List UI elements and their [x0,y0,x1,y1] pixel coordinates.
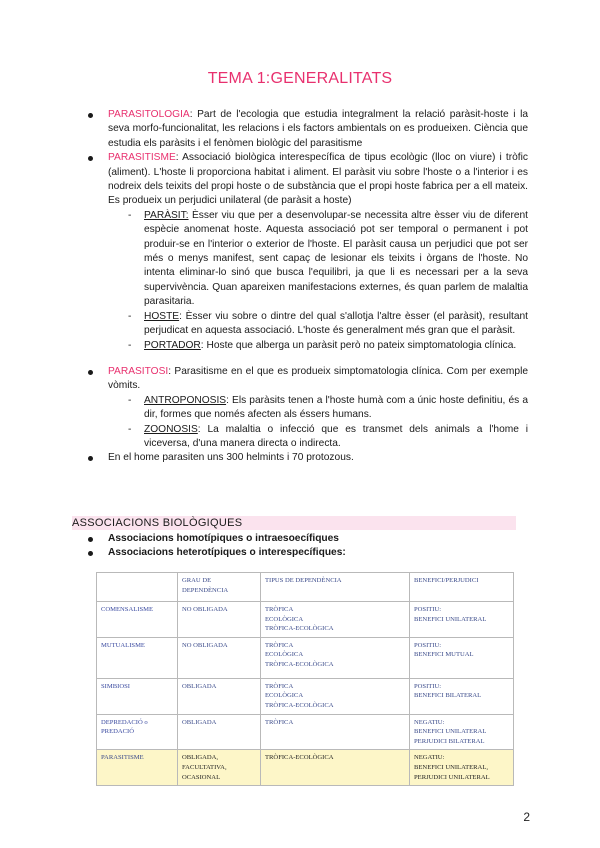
definition-antroponosis: : Els paràsits tenen a l'hoste humà com a únic hoste definitiu, és a dir, formes que només afecten als éssers humans. [144,394,528,421]
bullet-icon [88,113,93,118]
table-cell: NO OBLIGADA [178,637,261,678]
bullet-icon [88,551,93,556]
term-parasitisme: PARASITISME [108,152,176,164]
definition-hoste: : Èsser viu sobre o dintre del qual s'allotja l'altre èsser (el paràsit), resultant perjudicat en aquesta associació. L'hoste és generalment més gran que el paràsit. [144,310,528,337]
term-parasit: PARÀSIT: [144,209,189,221]
sub-item [88,394,528,423]
table-cell: PARASITISME [97,750,178,786]
definitions-list [88,108,528,466]
definition-portador: : Hoste que alberga un paràsit però no pateix simptomatologia clínica. [200,339,517,351]
table-cell: OBLIGADA [178,678,261,714]
term-hoste: HOSTE [144,310,180,322]
list-item [88,451,528,465]
section-heading: ASSOCIACIONS BIOLÒGIQUES [72,516,516,530]
table-cell: NEGATIU: BENEFICI UNILATERAL, PERJUDICI UNILATERAL [410,750,514,786]
association-item: Associacions homotípiques o intraesoecífiques [108,533,339,544]
table-cell: POSITIU: BENEFICI MUTUAL [410,637,514,678]
table-row [97,602,514,638]
term-zoonosis: ZOONOSIS [144,423,198,435]
dash-icon: - [128,423,132,435]
table-header-row [97,573,514,602]
association-item: Associacions heterotípiques o interespecífiques: [108,547,346,559]
table-cell: TRÒFICA-ECOLÒGICA [261,750,410,786]
term-parasitologia: PARASITOLOGIA [108,109,190,120]
table-cell: TRÒFICA ECOLÒGICA TRÒFICA-ECOLÒGICA [261,602,410,638]
dash-icon: - [128,394,132,406]
page-number: 2 [523,810,530,824]
table-cell: OBLIGADA [178,714,261,750]
associations-table [96,572,514,786]
list-item [88,365,528,394]
dash-icon: - [128,209,132,221]
table-row-highlighted [97,750,514,786]
association-types-list [88,532,528,561]
definition-zoonosis: : La malaltia o infecció que es transmet dels animals a l'home i viceversa, d'una manera directa o indirecta. [144,423,528,449]
sub-item [88,209,528,310]
table-header-cell: BENEFICI/PERJUDICI [410,573,514,602]
bullet-icon [88,456,93,461]
table-cell: POSITIU: BENEFICI BILATERAL [410,678,514,714]
page-title: TEMA 1:GENERALITATS [207,70,393,87]
table-cell: TRÒFICA ECOLÒGICA TRÒFICA-ECOLÒGICA [261,678,410,714]
term-parasitosi: PARASITOSI [108,365,169,377]
sub-item [88,339,528,353]
term-portador: PORTADOR [144,339,201,351]
definition-parasitisme: : Associació biològica interespecífica de tipus ecològic (lloc on viure) i tròfic (aliment). L'hoste li proporciona habitat i aliment. El paràsit viu sobre l'hoste o a l'interior i es nodreix dels teixits del propi hoste o de substància que el propi hoste fabrica per a ell mateix. Es produeix un perjudici unilateral (de paràsit a hoste) [108,152,528,207]
table-cell: TRÒFICA [261,714,410,750]
table-cell: DEPREDACIÓ o PREDACIÓ [97,714,178,750]
table-cell: TRÒFICA ECOLÒGICA TRÒFICA-ECOLÒGICA [261,637,410,678]
dash-icon: - [128,310,132,322]
table-cell: COMENSALISME [97,602,178,638]
definition-parasit: Èsser viu que per a desenvolupar-se necessita altre èsser viu de diferent espècie anomenat hoste. Aquesta associació pot ser temporal o permanent i pot produir-se en l'interior o exterior de l'hoste. El paràsit causa un perjudici que pot ser més o menys manifest, sent capaç de lesionar els teixits i òrgans de l'hoste. No intenta eliminar-lo sinó que busca l'equilibri, ja que li es necessari per a la seva supervivència. Quan apareixen manifestacions externes, és quan parlem de malaltia parasitaria. [144,209,528,308]
table-header-cell [97,573,178,602]
bullet-icon [88,156,93,161]
list-item [88,546,528,560]
term-antroponosis: ANTROPONOSIS [144,394,227,406]
table-cell: NO OBLIGADA [178,602,261,638]
table-cell: POSITIU: BENEFICI UNILATERAL [410,602,514,638]
list-item [88,108,528,151]
table-cell: NEGATIU: BENEFICI UNILATERAL PERJUDICI BILATERAL [410,714,514,750]
table-cell: MUTUALISME [97,637,178,678]
list-item [88,151,528,209]
definition-parasitologia: : Part de l'ecologia que estudia integralment la relació paràsit-hoste i la seva morfo-funcionalitat, les relacions i els factors ambientals on es produeixen. Ciència que estudia els paràsits i el fenòmen biològic del parasitisme [108,109,528,149]
sub-item [88,423,528,452]
bullet-icon [88,370,93,375]
table-cell: OBLIGADA, FACULTATIVA, OCASIONAL [178,750,261,786]
table-cell: SIMBIOSI [97,678,178,714]
bullet-icon [88,537,93,542]
table-row [97,678,514,714]
table-row [97,637,514,678]
table-row [97,714,514,750]
sub-item [88,310,528,339]
list-item [88,532,528,546]
table-header-cell: GRAU DE DEPENDÈNCIA [178,573,261,602]
definition-parasitosi: : Parasitisme en el que es produeix simptomatologia clínica. Com per exemple vòmits. [108,365,528,392]
table-header-cell: TIPUS DE DEPENDÈNCIA [261,573,410,602]
dash-icon: - [128,339,132,351]
helmints-text: En el home parasiten uns 300 helmints i 70 protozous. [108,452,354,464]
